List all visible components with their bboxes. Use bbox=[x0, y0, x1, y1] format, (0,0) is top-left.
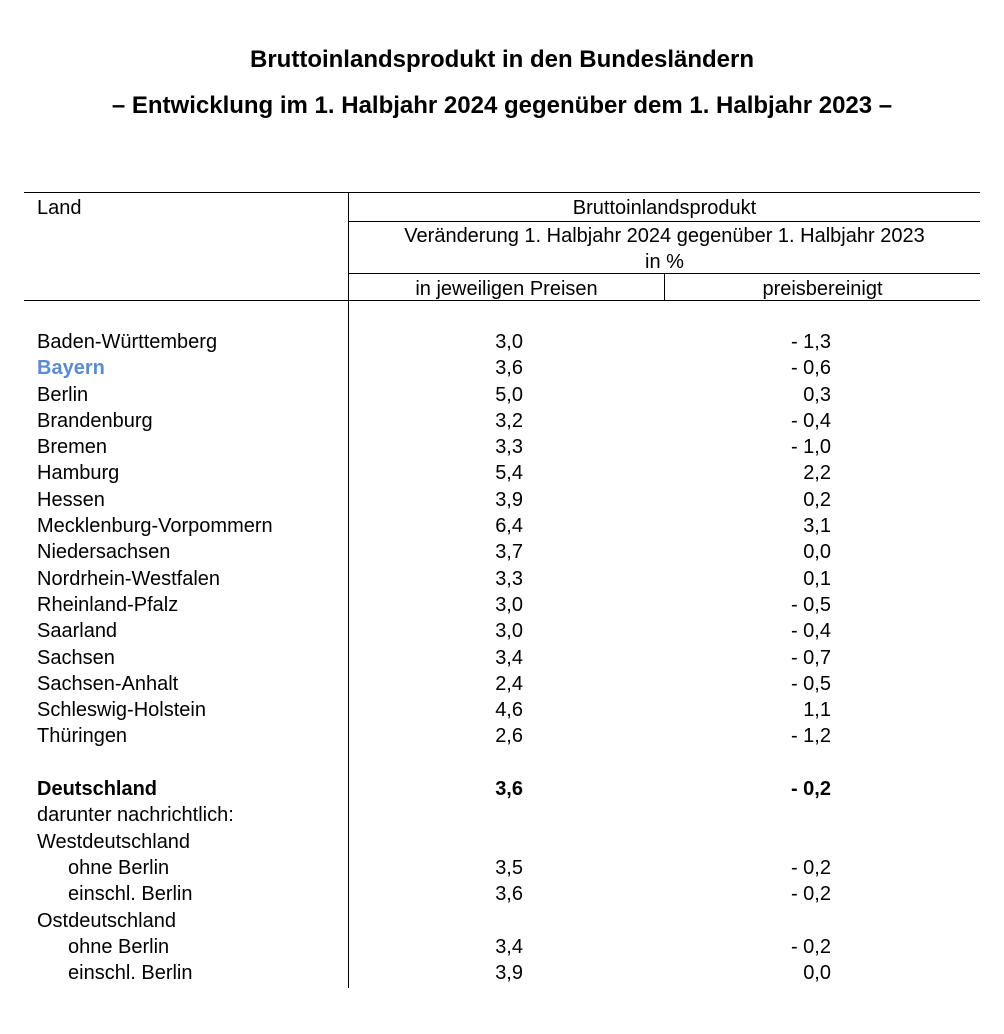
row-land: Baden-Württemberg bbox=[37, 331, 218, 353]
row-land: Schleswig-Holstein bbox=[37, 699, 206, 722]
total-row-germany bbox=[0, 776, 1004, 802]
row-real: 0,1 bbox=[803, 567, 831, 590]
group-label-row bbox=[0, 829, 1004, 855]
row-real: - 0,2 bbox=[790, 883, 831, 906]
table-row bbox=[0, 513, 1004, 539]
table-row bbox=[0, 881, 1004, 907]
table-row-highlighted bbox=[0, 355, 1004, 381]
memo-label: darunter nachrichtlich: bbox=[37, 804, 234, 827]
row-land: Mecklenburg-Vorpommern bbox=[37, 515, 273, 538]
row-real: 0,0 bbox=[803, 541, 831, 564]
row-real: - 0,4 bbox=[790, 409, 831, 432]
row-land: Nordrhein-Westfalen bbox=[37, 567, 221, 590]
table-row bbox=[0, 460, 1004, 486]
row-real: - 0,5 bbox=[790, 672, 831, 695]
row-land: Rheinland-Pfalz bbox=[37, 593, 179, 616]
west-label: Westdeutschland bbox=[37, 830, 191, 853]
row-real: - 1,3 bbox=[790, 331, 831, 353]
row-real: - 0,2 bbox=[790, 778, 831, 801]
table-row bbox=[0, 618, 1004, 644]
table-row bbox=[0, 855, 1004, 881]
header-sub-line2: in % bbox=[645, 251, 684, 273]
row-nominal: 3,0 bbox=[495, 331, 523, 353]
row-land: Deutschland bbox=[37, 778, 158, 801]
row-land: Thüringen bbox=[37, 725, 128, 748]
row-real: - 0,2 bbox=[790, 935, 831, 958]
table-top-rule bbox=[24, 192, 980, 193]
row-nominal: 3,6 bbox=[495, 357, 523, 380]
group-header-rule bbox=[349, 221, 980, 222]
row-nominal: 3,4 bbox=[495, 646, 523, 669]
row-real: - 0,6 bbox=[790, 357, 831, 380]
row-nominal: 3,0 bbox=[495, 593, 523, 616]
row-nominal: 3,6 bbox=[495, 778, 523, 801]
row-nominal: 3,3 bbox=[495, 567, 523, 590]
header-col-real: preisbereinigt bbox=[762, 278, 883, 300]
east-label: Ostdeutschland bbox=[37, 909, 176, 932]
row-land: einschl. Berlin bbox=[68, 962, 193, 985]
row-real: - 0,4 bbox=[790, 620, 831, 643]
row-nominal: 3,3 bbox=[495, 436, 523, 459]
table-row bbox=[0, 934, 1004, 960]
row-real: - 0,2 bbox=[790, 856, 831, 879]
row-nominal: 3,4 bbox=[495, 935, 523, 958]
row-real: - 0,7 bbox=[790, 646, 831, 669]
table-row bbox=[0, 592, 1004, 618]
table-row bbox=[0, 408, 1004, 434]
row-land: Niedersachsen bbox=[37, 541, 171, 564]
row-real: - 0,5 bbox=[790, 593, 831, 616]
spacer bbox=[0, 750, 1004, 776]
table-row bbox=[0, 434, 1004, 460]
row-real: 0,0 bbox=[803, 962, 831, 985]
row-real: 1,1 bbox=[803, 699, 831, 722]
row-land: Saarland bbox=[37, 620, 118, 643]
row-land: Brandenburg bbox=[37, 409, 153, 432]
table-row bbox=[0, 329, 1004, 355]
row-nominal: 2,6 bbox=[495, 725, 523, 748]
table-row bbox=[0, 566, 1004, 592]
row-real: 0,2 bbox=[803, 488, 831, 511]
table-row bbox=[0, 645, 1004, 671]
row-nominal: 5,0 bbox=[495, 383, 523, 406]
row-nominal: 3,2 bbox=[495, 409, 523, 432]
row-land: Sachsen bbox=[37, 646, 115, 669]
row-nominal: 3,0 bbox=[495, 620, 523, 643]
row-real: 2,2 bbox=[803, 462, 831, 485]
row-land: ohne Berlin bbox=[68, 935, 170, 958]
row-nominal: 6,4 bbox=[495, 515, 523, 538]
row-nominal: 2,4 bbox=[495, 672, 523, 695]
row-real: - 1,2 bbox=[790, 725, 831, 748]
row-real: 0,3 bbox=[803, 383, 831, 406]
row-real: 3,1 bbox=[803, 515, 831, 538]
row-real: - 1,0 bbox=[790, 436, 831, 459]
row-land: ohne Berlin bbox=[68, 856, 170, 879]
table-row bbox=[0, 671, 1004, 697]
row-nominal: 3,7 bbox=[495, 541, 523, 564]
header-land: Land bbox=[37, 197, 82, 219]
page-title: Bruttoinlandsprodukt in den Bundesländern bbox=[250, 46, 754, 73]
page-subtitle: – Entwicklung im 1. Halbjahr 2024 gegenüber dem 1. Halbjahr 2023 – bbox=[111, 92, 893, 119]
row-land: Bayern bbox=[37, 357, 105, 380]
row-land: Hessen bbox=[37, 488, 105, 511]
row-nominal: 3,9 bbox=[495, 962, 523, 985]
table-body bbox=[0, 329, 1004, 986]
header-sub-line1: Veränderung 1. Halbjahr 2024 gegenüber 1. Halbjahr 2023 bbox=[404, 225, 925, 247]
row-nominal: 3,6 bbox=[495, 883, 523, 906]
row-nominal: 5,4 bbox=[495, 462, 523, 485]
header-group: Bruttoinlandsprodukt bbox=[572, 197, 757, 219]
row-land: einschl. Berlin bbox=[68, 883, 193, 906]
row-nominal: 3,9 bbox=[495, 488, 523, 511]
row-land: Hamburg bbox=[37, 462, 120, 485]
group-label-row bbox=[0, 908, 1004, 934]
table-row bbox=[0, 539, 1004, 565]
header-col-nominal: in jeweiligen Preisen bbox=[415, 278, 598, 300]
memo-label-row bbox=[0, 802, 1004, 828]
table-row bbox=[0, 487, 1004, 513]
row-nominal: 3,5 bbox=[495, 856, 523, 879]
row-land: Berlin bbox=[37, 383, 89, 406]
table-row bbox=[0, 697, 1004, 723]
table-row bbox=[0, 960, 1004, 986]
row-land: Sachsen-Anhalt bbox=[37, 672, 179, 695]
row-nominal: 4,6 bbox=[495, 699, 523, 722]
table-row bbox=[0, 723, 1004, 749]
row-land: Bremen bbox=[37, 436, 108, 459]
table-row bbox=[0, 382, 1004, 408]
